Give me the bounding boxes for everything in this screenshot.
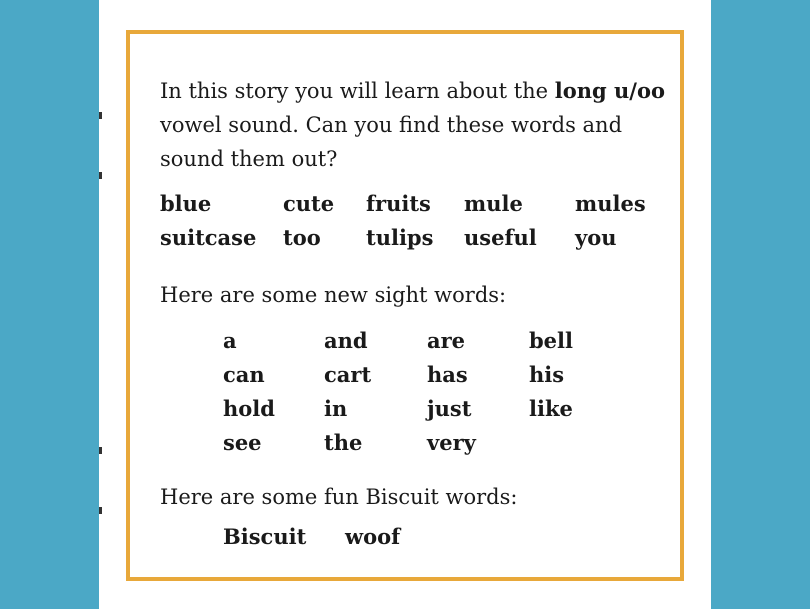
vowel-word: cute (283, 191, 335, 216)
sight-words-heading: Here are some new sight words: (160, 283, 507, 307)
sight-word: has (427, 362, 468, 387)
sight-word: a (223, 328, 237, 353)
vowel-word: tulips (366, 225, 434, 250)
intro-text (160, 74, 680, 176)
sight-word: can (223, 362, 265, 387)
page-edge-mark (99, 507, 102, 514)
vowel-word: fruits (366, 191, 431, 216)
vowel-word: mule (464, 191, 523, 216)
sight-word: the (324, 430, 363, 455)
biscuit-word: Biscuit (223, 524, 307, 549)
page-edge-mark (99, 112, 102, 119)
sight-word: very (427, 430, 476, 455)
vowel-word: you (575, 225, 617, 250)
sight-word: just (427, 396, 472, 421)
intro-text-part1: In this story you will learn about the (160, 79, 555, 103)
sight-word: in (324, 396, 348, 421)
sight-word: hold (223, 396, 275, 421)
sight-word: his (529, 362, 565, 387)
biscuit-words-heading: Here are some fun Biscuit words: (160, 485, 518, 509)
intro-text-part2: vowel sound. Can you find these words and sound them out? (160, 113, 623, 171)
book-page (99, 0, 711, 609)
sight-word: cart (324, 362, 372, 387)
page-edge-mark (99, 447, 102, 454)
biscuit-word: woof (345, 524, 401, 549)
vowel-word: too (283, 225, 321, 250)
vowel-word: suitcase (160, 225, 257, 250)
sight-word: like (529, 396, 573, 421)
page-edge-mark (99, 172, 102, 179)
vowel-word: mules (575, 191, 646, 216)
vowel-word: blue (160, 191, 212, 216)
vowel-word: useful (464, 225, 537, 250)
intro-text-bold: long u/oo (554, 78, 665, 103)
sight-word: bell (529, 328, 573, 353)
sight-word: see (223, 430, 262, 455)
sight-word: are (427, 328, 466, 353)
sight-word: and (324, 328, 368, 353)
